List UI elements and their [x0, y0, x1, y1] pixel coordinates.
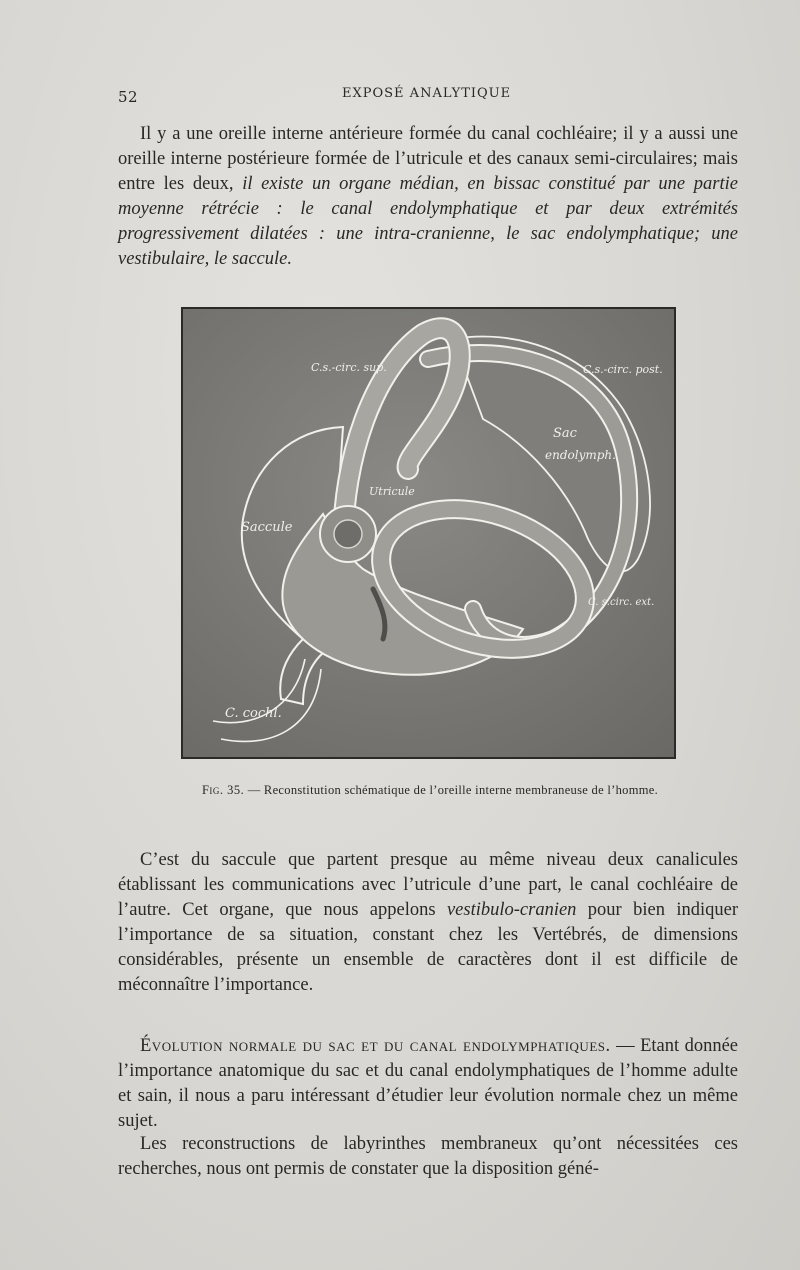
utricle-lumen: [334, 520, 362, 548]
paragraph-2-text-b: pour bien indiquer l’importance de sa situation, constant chez les Vertébrés, de dimensions considérables, présente un ensemble de caractères dont il est difficile de méconnaître l’importance.: [118, 900, 738, 995]
label-canal-cochlear: C. cochl.: [225, 706, 282, 721]
label-canal-superior: C.s.-circ. sup.: [311, 361, 387, 374]
label-canal-external: C. s.circ. ext.: [588, 597, 655, 608]
figure-35: [181, 307, 676, 759]
paragraph-3-text: — Etant donnée l’importance anatomique du sac et du canal endolymphatiques de l’homme adulte et sain, il nous a paru intéressant d’étudier leur évolution normale chez un même sujet.: [118, 1036, 738, 1131]
label-sac-line-2: endolymph.: [545, 448, 616, 462]
running-head: [118, 84, 738, 106]
running-title: EXPOSÉ ANALYTIQUE: [342, 86, 512, 101]
section-heading: Évolution normale du sac et du canal endolymphatiques.: [140, 1036, 611, 1056]
inner-ear-illustration: [183, 309, 674, 757]
paragraph-4-text: Les reconstructions de labyrinthes membraneux qu’ont nécessitées ces recherches, nous ont permis de constater que la disposition géné-: [118, 1134, 738, 1179]
label-utricule: Utricule: [369, 485, 415, 498]
paragraph-1-italic: il existe un organe médian, en bissac constitué par une partie moyenne rétrécie : le canal endolymphatique et par deux extrémités progressivement dilatées : une intra-cranienne, le sac endolymphatique; une vestibulaire, le saccule.: [118, 174, 738, 269]
paragraph-2-text-a: C’est du saccule que partent presque au même niveau deux canalicules établissant les communications avec l’utricule d’une part, le canal cochléaire de l’autre. Cet organe, que nous appelons: [118, 850, 738, 920]
paragraph-3: [118, 1034, 738, 1134]
label-canal-posterior: C.s.-circ. post.: [583, 363, 663, 376]
paragraph-2-italic: vestibulo-cranien: [446, 900, 577, 920]
paragraph-1: [118, 122, 738, 272]
label-saccule: Saccule: [241, 520, 293, 535]
paragraph-1-text: Il y a une oreille interne antérieure formée du canal cochléaire; il y a aussi une oreille interne postérieure formée de l’utricule et des canaux semi-circulaires; mais entre les deux,: [118, 124, 738, 194]
paragraph-4: [118, 1132, 738, 1182]
paragraph-2: [118, 848, 738, 998]
caption-text: — Reconstitution schématique de l’oreille interne membraneuse de l’homme.: [244, 783, 659, 797]
label-sac-line-1: Sac: [553, 426, 577, 441]
caption-figure-label: Fig. 35.: [201, 783, 245, 797]
page-number: 52: [118, 88, 139, 106]
figure-caption: [185, 782, 675, 799]
